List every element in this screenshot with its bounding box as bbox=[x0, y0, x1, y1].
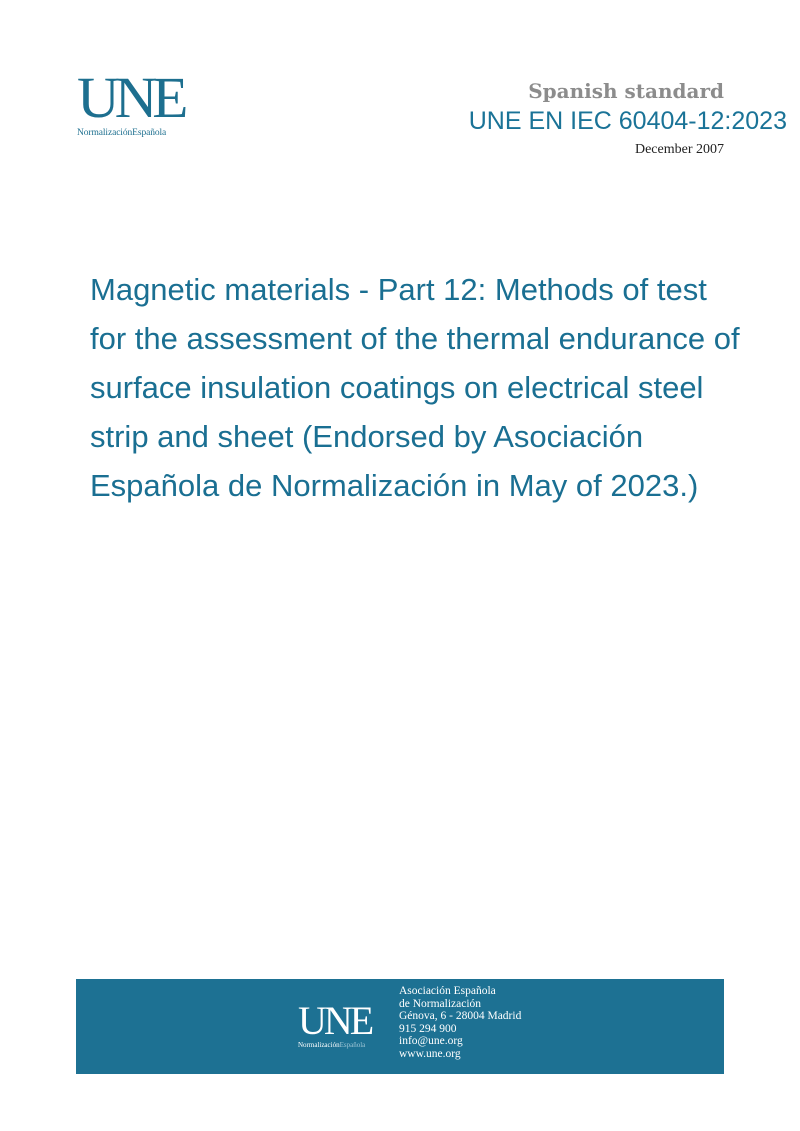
footer-address: Génova, 6 - 28004 Madrid bbox=[399, 1010, 522, 1022]
footer-logo-sub-part2: Española bbox=[339, 1041, 366, 1049]
standard-code: UNE EN IEC 60404-12:2023 bbox=[468, 107, 787, 135]
footer-banner bbox=[76, 979, 724, 1074]
footer-une-logo bbox=[298, 998, 388, 1050]
document-title: Magnetic materials - Part 12: Methods of test for the assessment of the thermal endurance of surface insulation coatings on electrical steel strip and sheet (Endorsed by Asociación Española de Normalización in May of 2023.) bbox=[90, 272, 740, 503]
footer-email-link[interactable]: info@une.org bbox=[399, 1035, 463, 1047]
footer-contact-info bbox=[399, 985, 521, 1060]
footer-website-link[interactable]: www.une.org bbox=[399, 1047, 461, 1060]
standard-type: Spanish standard bbox=[528, 79, 724, 103]
standard-date: December 2007 bbox=[634, 142, 724, 157]
footer-phone: 915 294 900 bbox=[399, 1022, 457, 1035]
logo-sub-part2: Española bbox=[132, 128, 167, 138]
footer-org-line2: de Normalización bbox=[399, 997, 482, 1010]
standard-header bbox=[468, 78, 787, 160]
une-logo bbox=[77, 65, 197, 139]
footer-logo-sub-part1: Normalización bbox=[298, 1041, 340, 1049]
footer-logo-subtitle bbox=[298, 1041, 388, 1050]
footer-org-line1: Asociación Española bbox=[399, 985, 496, 997]
une-logo-mark: UNE bbox=[77, 65, 184, 130]
logo-sub-part1: Normalización bbox=[77, 128, 133, 138]
footer-logo-mark: UNE bbox=[298, 998, 372, 1043]
